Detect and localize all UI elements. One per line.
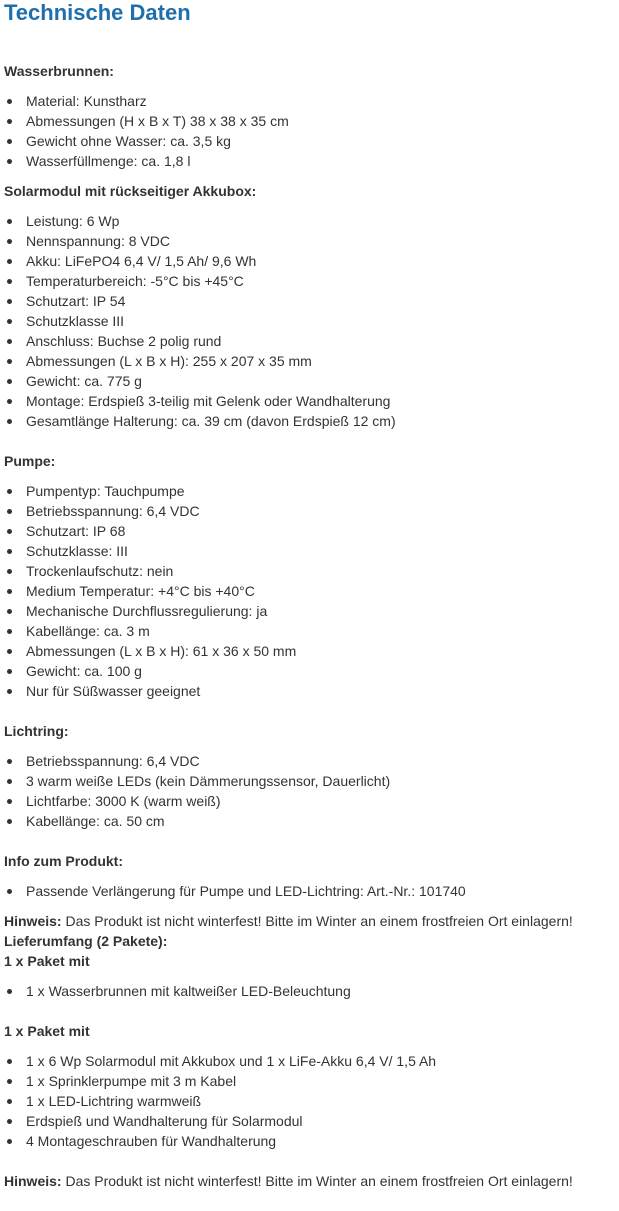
list-item: Nur für Süßwasser geeignet	[4, 681, 619, 701]
list-item: Nennspannung: 8 VDC	[4, 231, 619, 251]
package-title: 1 x Paket mit	[4, 953, 90, 969]
list-item: Schutzart: IP 68	[4, 521, 619, 541]
list-info	[4, 881, 619, 901]
list-item: Betriebsspannung: 6,4 VDC	[4, 751, 619, 771]
list-package-1	[4, 981, 619, 1001]
list-item: Schutzklasse III	[4, 311, 619, 331]
list-item: Abmessungen (L x B x H): 61 x 36 x 50 mm	[4, 641, 619, 661]
list-package-2	[4, 1051, 619, 1151]
page-title: Technische Daten	[4, 0, 191, 25]
hint-text: Das Produkt ist nicht winterfest! Bitte im Winter an einem frostfreien Ort einlagern!	[61, 1173, 573, 1189]
hint-text: Das Produkt ist nicht winterfest! Bitte im Winter an einem frostfreien Ort einlagern!	[61, 913, 573, 929]
list-item: Schutzart: IP 54	[4, 291, 619, 311]
list-item: Medium Temperatur: +4°C bis +40°C	[4, 581, 619, 601]
list-item: Leistung: 6 Wp	[4, 211, 619, 231]
section-title-solarmodul: Solarmodul mit rückseitiger Akkubox:	[4, 183, 257, 199]
hint-label: Hinweis:	[4, 913, 62, 929]
list-item: Betriebsspannung: 6,4 VDC	[4, 501, 619, 521]
list-item: Passende Verlängerung für Pumpe und LED-Lichtring: Art.-Nr.: 101740	[4, 881, 619, 901]
list-item: Pumpentyp: Tauchpumpe	[4, 481, 619, 501]
list-item: Mechanische Durchflussregulierung: ja	[4, 601, 619, 621]
list-solarmodul	[4, 211, 619, 431]
list-item: Anschluss: Buchse 2 polig rund	[4, 331, 619, 351]
list-item: Gesamtlänge Halterung: ca. 39 cm (davon Erdspieß 12 cm)	[4, 411, 619, 431]
section-title-pumpe: Pumpe:	[4, 453, 56, 469]
list-item: Montage: Erdspieß 3-teilig mit Gelenk oder Wandhalterung	[4, 391, 619, 411]
list-wasserbrunnen	[4, 91, 619, 171]
list-item: 3 warm weiße LEDs (kein Dämmerungssensor, Dauerlicht)	[4, 771, 619, 791]
section-title-wasserbrunnen: Wasserbrunnen:	[4, 63, 114, 79]
section-title-lichtring: Lichtring:	[4, 723, 69, 739]
list-item: Akku: LiFePO4 6,4 V/ 1,5 Ah/ 9,6 Wh	[4, 251, 619, 271]
list-item: Temperaturbereich: -5°C bis +45°C	[4, 271, 619, 291]
list-item: Schutzklasse: III	[4, 541, 619, 561]
list-item: Abmessungen (L x B x H): 255 x 207 x 35 mm	[4, 351, 619, 371]
section-title-info: Info zum Produkt:	[4, 853, 123, 869]
list-pumpe	[4, 481, 619, 701]
list-item: Material: Kunstharz	[4, 91, 619, 111]
list-lichtring	[4, 751, 619, 831]
hint-label: Hinweis:	[4, 1173, 62, 1189]
list-item: Gewicht: ca. 100 g	[4, 661, 619, 681]
list-item: Wasserfüllmenge: ca. 1,8 l	[4, 151, 619, 171]
list-item: Kabellänge: ca. 3 m	[4, 621, 619, 641]
list-item: Erdspieß und Wandhalterung für Solarmodul	[4, 1111, 619, 1131]
list-item: 1 x LED-Lichtring warmweiß	[4, 1091, 619, 1111]
list-item: 1 x Wasserbrunnen mit kaltweißer LED-Beleuchtung	[4, 981, 619, 1001]
hint-note	[4, 1171, 619, 1191]
hint-note	[4, 911, 619, 931]
list-item: Abmessungen (H x B x T) 38 x 38 x 35 cm	[4, 111, 619, 131]
package-title: 1 x Paket mit	[4, 1023, 90, 1039]
delivery-title: Lieferumfang (2 Pakete):	[4, 933, 168, 949]
list-item: 1 x 6 Wp Solarmodul mit Akkubox und 1 x LiFe-Akku 6,4 V/ 1,5 Ah	[4, 1051, 619, 1071]
list-item: Kabellänge: ca. 50 cm	[4, 811, 619, 831]
list-item: Lichtfarbe: 3000 K (warm weiß)	[4, 791, 619, 811]
list-item: Gewicht ohne Wasser: ca. 3,5 kg	[4, 131, 619, 151]
list-item: 4 Montageschrauben für Wandhalterung	[4, 1131, 619, 1151]
list-item: Trockenlaufschutz: nein	[4, 561, 619, 581]
list-item: Gewicht: ca. 775 g	[4, 371, 619, 391]
list-item: 1 x Sprinklerpumpe mit 3 m Kabel	[4, 1071, 619, 1091]
